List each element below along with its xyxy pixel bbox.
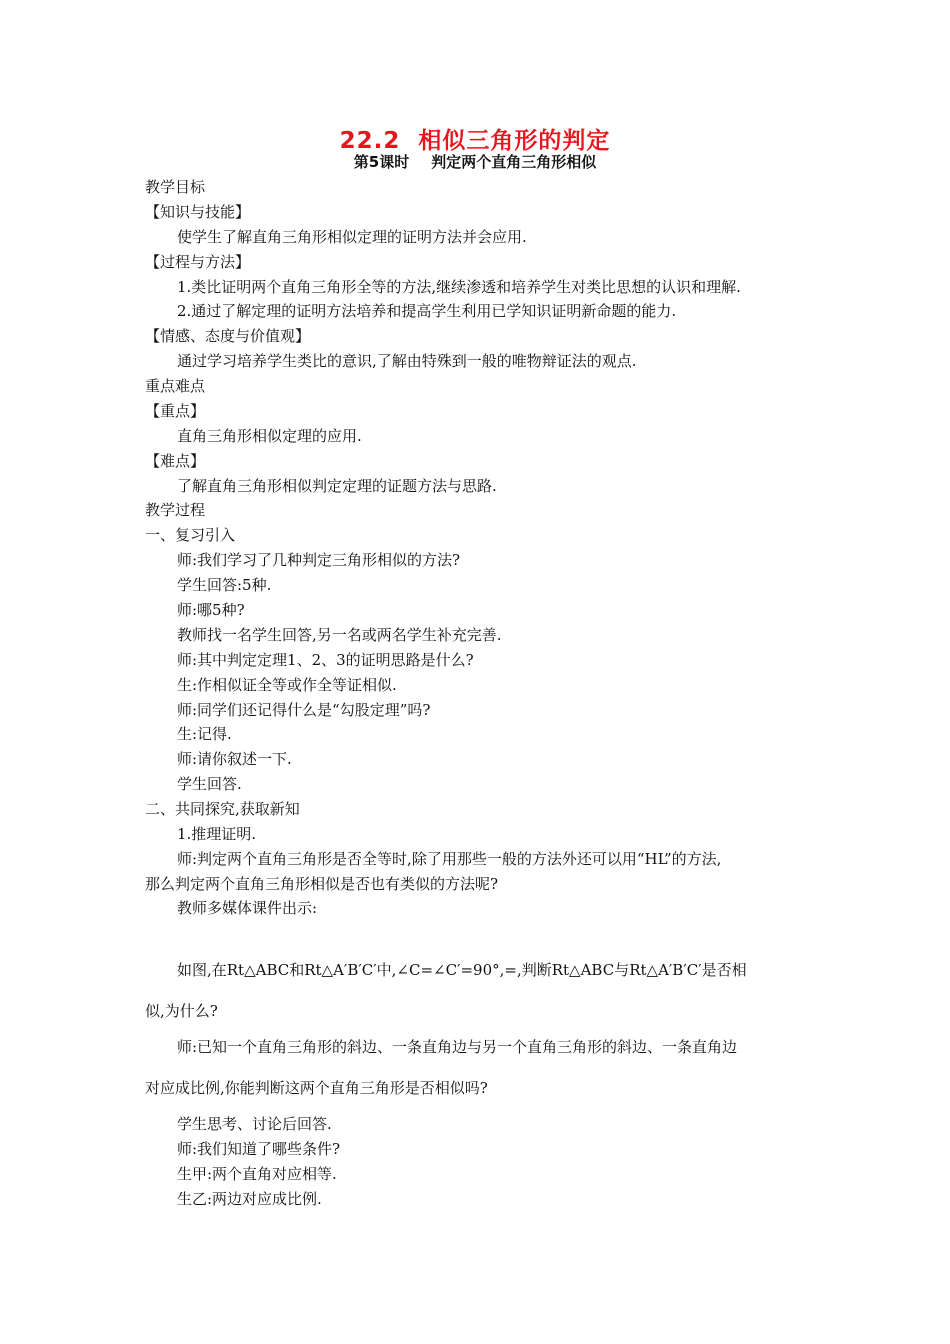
heading-key-points: 重点难点 (145, 377, 206, 395)
dialogue-line: 生甲:两个直角对应相等. (177, 1165, 337, 1183)
dialogue-line: 师:同学们还记得什么是“勾股定理”吗? (177, 701, 431, 719)
heading-knowledge: 【知识与技能】 (145, 203, 251, 221)
dialogue-line: 师:已知一个直角三角形的斜边、一条直角边与另一个直角三角形的斜边、一条直角边 (177, 1038, 738, 1056)
dialogue-line: 师:我们知道了哪些条件? (177, 1140, 341, 1158)
dialogue-line: 生:记得. (177, 725, 232, 743)
heading-teaching-process: 教学过程 (145, 501, 206, 519)
dialogue-line: 师:请你叙述一下. (177, 750, 292, 768)
paragraph: 1.类比证明两个直角三角形全等的方法,继续渗透和培养学生对类比思想的认识和理解. (177, 278, 741, 296)
dialogue-line: 教师找一名学生回答,另一名或两名学生补充完善. (177, 626, 502, 644)
paragraph: 1.推理证明. (177, 825, 257, 843)
dialogue-line: 师:判定两个直角三角形是否全等时,除了用那些一般的方法外还可以用“HL”的方法, (177, 850, 722, 868)
paragraph: 2.通过了解定理的证明方法培养和提高学生利用已学知识证明新命题的能力. (177, 302, 677, 320)
dialogue-line: 生乙:两边对应成比例. (177, 1190, 322, 1208)
lesson-subtitle (0, 151, 950, 172)
dialogue-line: 师:哪5种? (177, 601, 245, 619)
paragraph: 通过学习培养学生类比的意识,了解由特殊到一般的唯物辩证法的观点. (177, 352, 637, 370)
dialogue-line: 师:其中判定定理1、2、3的证明思路是什么? (177, 651, 474, 669)
lesson-title: 判定两个直角三角形相似 (431, 153, 597, 171)
lesson-number: 第5课时 (353, 153, 410, 171)
heading-explore: 二、共同探究,获取新知 (145, 800, 300, 818)
dialogue-line: 教师多媒体课件出示: (177, 899, 318, 917)
heading-objectives: 教学目标 (145, 178, 206, 196)
heading-review: 一、复习引入 (145, 526, 236, 544)
section-number: 22.2 (339, 128, 401, 154)
dialogue-line: 学生回答. (177, 775, 242, 793)
paragraph: 使学生了解直角三角形相似定理的证明方法并会应用. (177, 228, 527, 246)
dialogue-line: 学生思考、讨论后回答. (177, 1115, 332, 1133)
section-title: 相似三角形的判定 (418, 128, 611, 154)
dialogue-line: 那么判定两个直角三角形相似是否也有类似的方法呢? (145, 875, 499, 893)
dialogue-line: 学生回答:5种. (177, 576, 272, 594)
heading-focus: 【重点】 (145, 402, 206, 420)
problem-text: 似,为什么? (145, 1002, 218, 1020)
heading-attitude: 【情感、态度与价值观】 (145, 327, 311, 345)
paragraph: 了解直角三角形相似判定定理的证题方法与思路. (177, 477, 497, 495)
dialogue-line: 生:作相似证全等或作全等证相似. (177, 676, 397, 694)
heading-difficulty: 【难点】 (145, 452, 206, 470)
heading-process: 【过程与方法】 (145, 253, 251, 271)
dialogue-line: 师:我们学习了几种判定三角形相似的方法? (177, 551, 461, 569)
problem-text: 如图,在Rt△ABC和Rt△A′B′C′中,∠C=∠C′=90°,=,判断Rt△ABC与Rt△A′B′C′是否相 (177, 961, 747, 979)
dialogue-line: 对应成比例,你能判断这两个直角三角形是否相似吗? (145, 1079, 488, 1097)
paragraph: 直角三角形相似定理的应用. (177, 427, 362, 445)
